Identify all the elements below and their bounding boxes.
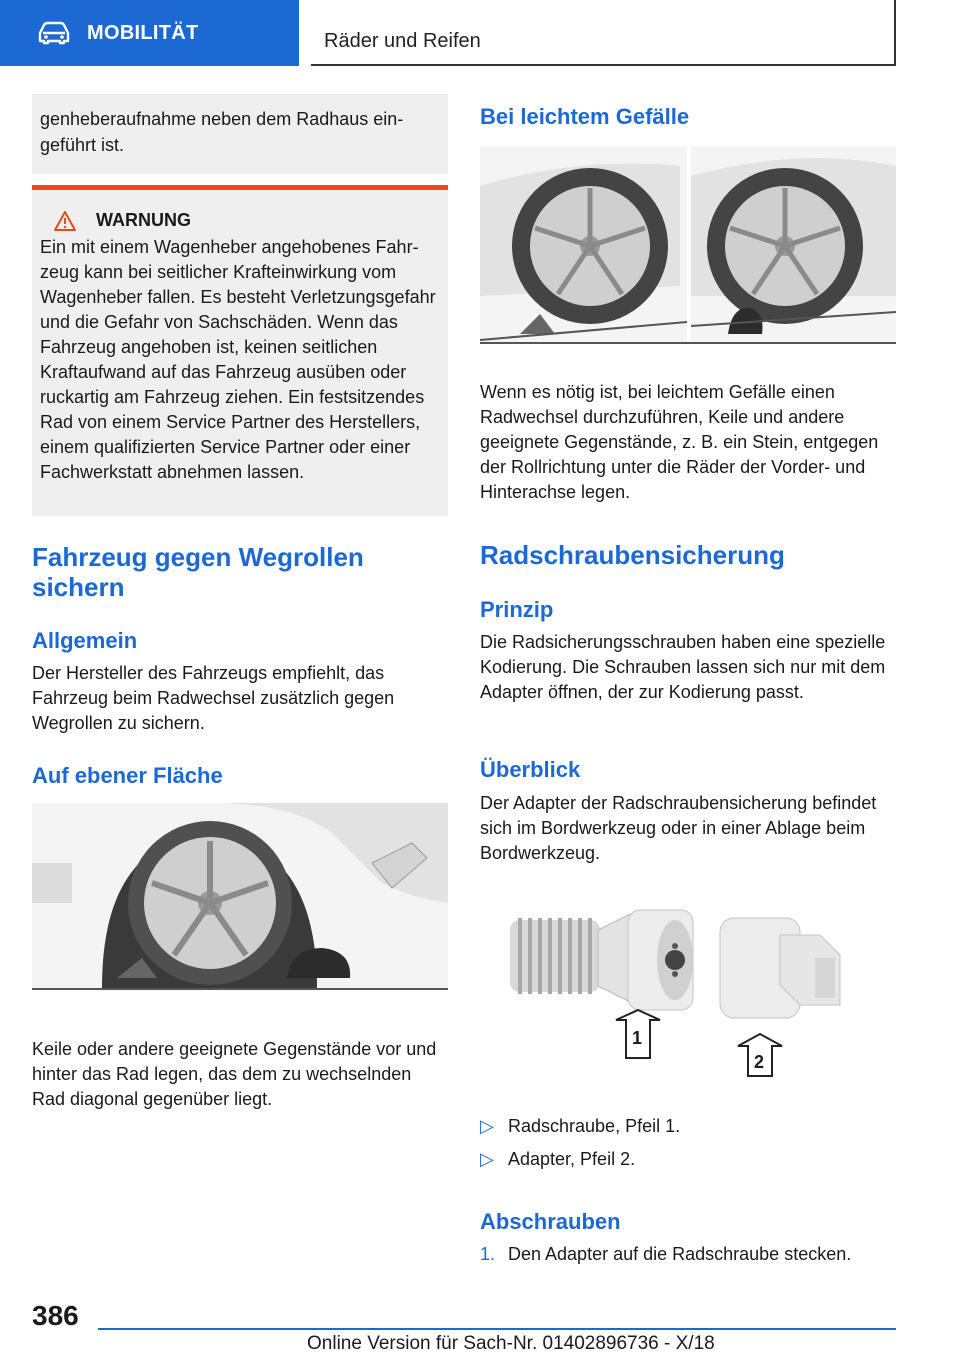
- adapter-graphic: [720, 918, 840, 1018]
- section-title-box: [311, 0, 896, 66]
- warning-box: [32, 185, 448, 516]
- bolt-adapter-illustration: [480, 880, 896, 1090]
- arrow-label-2: 2: [754, 1052, 765, 1072]
- allgemein-text: Der Hersteller des Fahrzeugs empfiehlt, das Fahrzeug beim Radwechsel zusätzlich gegen Wegrollen zu sichern.: [32, 663, 395, 733]
- heading-wegrollen: Fahrzeug gegen Wegrollen sichern: [32, 542, 364, 602]
- heading-abschrauben: Abschrauben: [480, 1209, 621, 1234]
- footer-divider: [98, 1328, 896, 1330]
- car-icon: [37, 21, 71, 45]
- car-wheel-wedge-illustration: [32, 803, 448, 988]
- page-number: 386: [32, 1300, 79, 1331]
- heading-ebene-flaeche: Auf ebener Fläche: [32, 763, 223, 788]
- online-version-text: Online Version für Sach-Nr. 01402896736 - X/18: [307, 1333, 715, 1354]
- continued-note: [32, 94, 448, 174]
- step-item: [480, 1242, 896, 1266]
- heading-ueberblick: Überblick: [480, 757, 581, 782]
- continued-note-text: genheberaufnahme neben dem Radhaus eingeführt ist.: [40, 109, 404, 155]
- bullet-item: [480, 1147, 896, 1171]
- bullet-marker-icon: ▷: [480, 1149, 494, 1169]
- bullet-text: Adapter, Pfeil 2.: [508, 1149, 636, 1169]
- figure-flat-surface: [32, 803, 448, 988]
- heading-allgemein: Allgemein: [32, 628, 138, 653]
- section-title: Räder und Reifen: [324, 30, 481, 52]
- warning-text: Ein mit einem Wagenheber angehobenes Fahrzeug kann bei seitlicher Krafteinwirkung vom Wagenheber fallen. Es besteht Verletzungsgefahr und die Gefahr von Sachschäden. Wenn das Fahrzeug angehoben ist, keinen seitlichen Kraftaufwand auf das Fahrzeug ausüben oder ruckartig am Fahrzeug ziehen. Ein festsitzendes Rad von einem Service Partner des Herstellers, einem qualifizierten Service Partner oder einer Fachwerkstatt abnehmen lassen.: [40, 237, 436, 482]
- heading-prinzip: Prinzip: [480, 597, 554, 622]
- page-header: [0, 0, 960, 66]
- wheel-bolt-graphic: [510, 910, 693, 1010]
- warning-header: [54, 210, 440, 231]
- figure-divider: [32, 988, 448, 990]
- figure-slope: [480, 146, 896, 342]
- bullet-marker-icon: ▷: [480, 1116, 494, 1136]
- ebene-text: Keile oder andere geeignete Gegenstände vor und hinter das Rad legen, das dem zu wechselnden Rad diagonal gegenüber liegt.: [32, 1039, 437, 1109]
- slope-wheels-illustration: [480, 146, 896, 342]
- category-tab: [0, 0, 299, 66]
- category-label: MOBILITÄT: [87, 21, 199, 44]
- warning-title: WARNUNG: [96, 210, 191, 230]
- gefaelle-text: Wenn es nötig ist, bei leichtem Gefälle einen Radwechsel durchzuführen, Keile und andere geeignete Gegenstände, z. B. ein Stein, entgegen der Rollrichtung unter die Räder der Vorder- und Hinterachse legen.: [480, 382, 879, 502]
- bullet-text: Radschraube, Pfeil 1.: [508, 1116, 681, 1136]
- heading-radschraubensicherung: Radschraubensicherung: [480, 540, 785, 570]
- bullet-item: [480, 1114, 896, 1138]
- arrow-label-1: 1: [632, 1028, 643, 1048]
- prinzip-text: Die Radsicherungsschrauben haben eine spezielle Kodierung. Die Schrauben lassen sich nur mit dem Adapter öffnen, der zur Kodierung passt.: [480, 632, 886, 702]
- figure-bolt-adapter: [480, 880, 896, 1090]
- ueberblick-text: Der Adapter der Radschraubensicherung befindet sich im Bordwerkzeug oder in einer Ablage beim Bordwerkzeug.: [480, 793, 877, 863]
- figure-slope-divider: [480, 342, 896, 344]
- heading-gefaelle: Bei leichtem Gefälle: [480, 104, 690, 129]
- bullet-list: [480, 1114, 896, 1171]
- warning-triangle-icon: [54, 211, 76, 231]
- step-text: Den Adapter auf die Radschraube stecken.: [508, 1244, 852, 1264]
- step-number: 1.: [480, 1244, 496, 1264]
